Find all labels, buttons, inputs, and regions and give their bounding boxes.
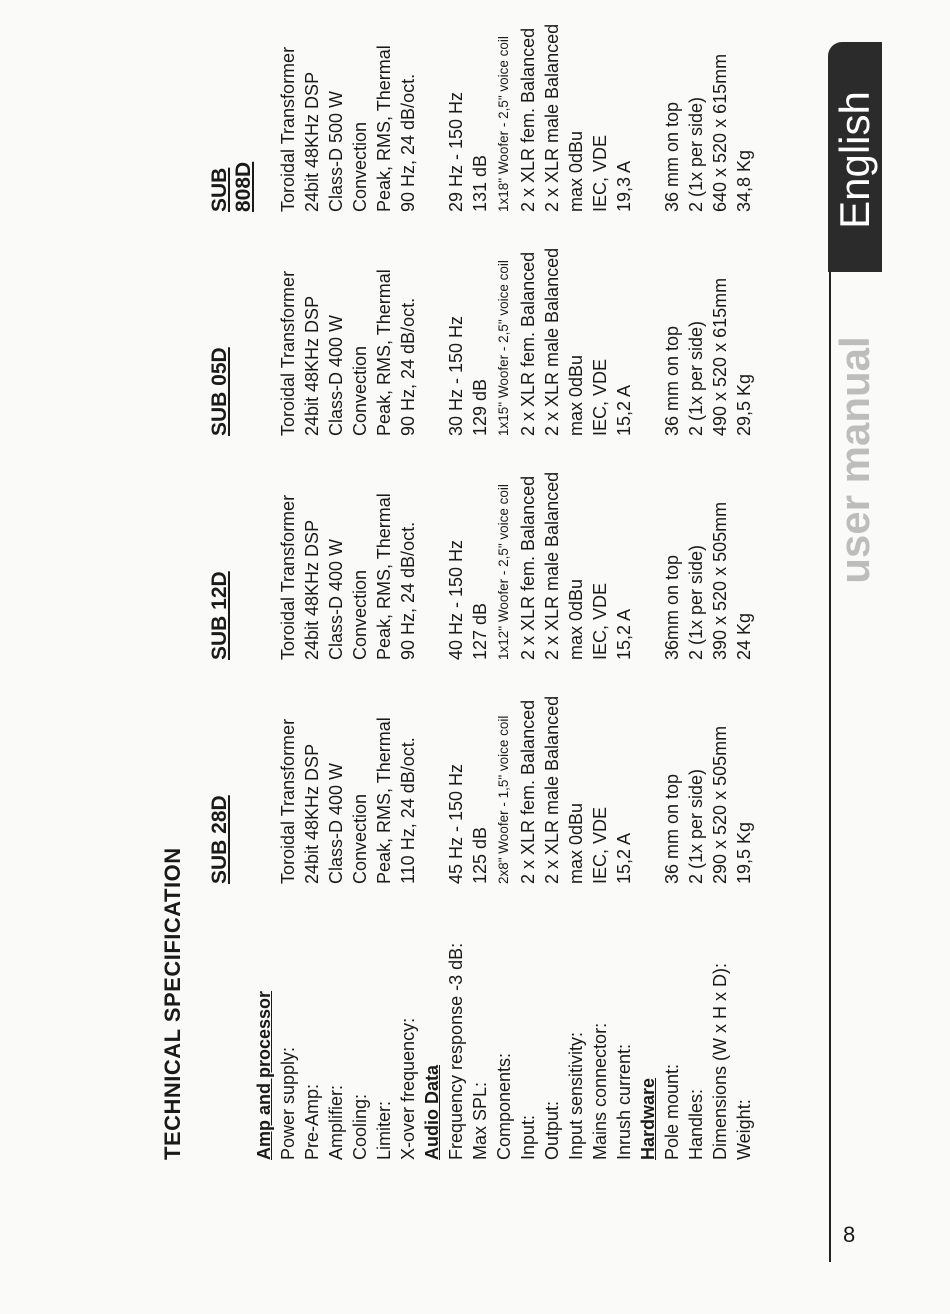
spec-value-input-1: 2 x XLR fem. Balanced: [518, 699, 538, 884]
spec-value-limiter-1: Peak, RMS, Thermal: [374, 717, 394, 884]
section-heading-audio: Audio Data: [422, 1064, 442, 1160]
spec-value-input-2: 2 x XLR fem. Balanced: [518, 475, 538, 660]
spec-value-handles-4: 2 (1x per side): [686, 96, 706, 212]
spec-value-limiter-4: Peak, RMS, Thermal: [374, 45, 394, 212]
spec-value-max-spl-1: 125 dB: [470, 826, 490, 884]
spec-label-limiter: Limiter:: [374, 1100, 394, 1160]
spec-value-power-supply-3: Toroidal Transformer: [278, 270, 298, 436]
spec-label-input: Input:: [518, 1114, 538, 1160]
spec-value-mains-1: IEC, VDE: [590, 806, 610, 884]
spec-value-pre-amp-4: 24bit 48KHz DSP: [302, 71, 322, 212]
section-heading-hardware: Hardware: [638, 1077, 658, 1160]
spec-label-xover: X-over frequency:: [398, 1017, 418, 1160]
spec-label-weight: Weight:: [734, 1099, 754, 1160]
spec-value-amplifier-4: Class-D 500 W: [326, 90, 346, 212]
spec-value-input-sens-4: max 0dBu: [566, 130, 586, 212]
spec-value-pole-mount-1: 36 mm on top: [662, 773, 682, 884]
spec-value-inrush-4: 19,3 A: [614, 160, 634, 212]
spec-value-input-3: 2 x XLR fem. Balanced: [518, 251, 538, 436]
spec-value-inrush-2: 15,2 A: [614, 608, 634, 660]
spec-value-cooling-4: Convection: [350, 121, 370, 212]
spec-value-input-sens-2: max 0dBu: [566, 578, 586, 660]
spec-value-output-4: 2 x XLR male Balanced: [542, 23, 562, 212]
spec-label-freq-resp: Frequency response -3 dB:: [446, 942, 466, 1160]
spec-value-power-supply-4: Toroidal Transformer: [278, 46, 298, 212]
spec-value-pre-amp-2: 24bit 48KHz DSP: [302, 519, 322, 660]
model-header-sub28d: SUB 28D: [208, 795, 231, 884]
spec-value-weight-1: 19,5 Kg: [734, 821, 754, 884]
spec-value-output-2: 2 x XLR male Balanced: [542, 471, 562, 660]
spec-value-dimensions-1: 290 x 520 x 505mm: [710, 725, 730, 884]
spec-value-dimensions-3: 490 x 520 x 615mm: [710, 277, 730, 436]
spec-value-weight-4: 34,8 Kg: [734, 149, 754, 212]
spec-value-mains-2: IEC, VDE: [590, 582, 610, 660]
spec-value-components-4: 1x18" Woofer - 2,5" voice coil: [496, 36, 511, 212]
spec-value-dimensions-2: 390 x 520 x 505mm: [710, 501, 730, 660]
spec-value-pole-mount-2: 36mm on top: [662, 554, 682, 660]
model-header-sub05d: SUB 05D: [208, 347, 231, 436]
spec-label-components: Components:: [494, 1052, 514, 1160]
spec-value-pre-amp-1: 24bit 48KHz DSP: [302, 743, 322, 884]
section-heading-amp: Amp and processor: [254, 990, 274, 1160]
spec-label-handles: Handles:: [686, 1088, 706, 1160]
spec-value-pole-mount-4: 36 mm on top: [662, 101, 682, 212]
spec-value-input-sens-1: max 0dBu: [566, 802, 586, 884]
page-edge-rule: [829, 272, 831, 1262]
spec-value-handles-3: 2 (1x per side): [686, 320, 706, 436]
spec-label-power-supply: Power supply:: [278, 1046, 298, 1160]
spec-label-amplifier: Amplifier:: [326, 1084, 346, 1160]
model-header-sub808d: SUB 808D: [208, 161, 255, 212]
spec-value-cooling-1: Convection: [350, 793, 370, 884]
spec-value-xover-3: 90 Hz, 24 dB/oct.: [398, 297, 418, 436]
spec-label-dimensions: Dimensions (W x H x D):: [710, 962, 730, 1160]
spec-value-handles-1: 2 (1x per side): [686, 768, 706, 884]
spec-table: [160, 23, 800, 1160]
spec-value-mains-4: IEC, VDE: [590, 134, 610, 212]
spec-label-mains: Mains connector:: [590, 1022, 610, 1160]
spec-value-power-supply-2: Toroidal Transformer: [278, 494, 298, 660]
spec-value-inrush-3: 15,2 A: [614, 384, 634, 436]
spec-label-pre-amp: Pre-Amp:: [302, 1083, 322, 1160]
spec-value-components-2: 1x12" Woofer - 2,5" voice coil: [496, 484, 511, 660]
spec-value-cooling-3: Convection: [350, 345, 370, 436]
spec-value-freq-resp-3: 30 Hz - 150 Hz: [446, 315, 466, 436]
spec-value-input-4: 2 x XLR fem. Balanced: [518, 27, 538, 212]
spec-value-handles-2: 2 (1x per side): [686, 544, 706, 660]
spec-value-components-3: 1x15" Woofer - 2,5" voice coil: [496, 260, 511, 436]
spec-value-output-3: 2 x XLR male Balanced: [542, 247, 562, 436]
spec-value-mains-3: IEC, VDE: [590, 358, 610, 436]
spec-value-xover-4: 90 Hz, 24 dB/oct.: [398, 73, 418, 212]
spec-value-power-supply-1: Toroidal Transformer: [278, 718, 298, 884]
page-title: TECHNICAL SPECIFICATION: [160, 847, 185, 1160]
spec-value-amplifier-1: Class-D 400 W: [326, 762, 346, 884]
spec-value-output-1: 2 x XLR male Balanced: [542, 695, 562, 884]
spec-value-xover-1: 110 Hz, 24 dB/oct.: [398, 737, 418, 884]
spec-value-weight-3: 29,5 Kg: [734, 373, 754, 436]
language-tab-label: English: [831, 91, 878, 229]
spec-value-limiter-2: Peak, RMS, Thermal: [374, 493, 394, 660]
page-number: 8: [843, 1222, 856, 1247]
spec-label-max-spl: Max SPL:: [470, 1081, 490, 1160]
spec-value-freq-resp-4: 29 Hz - 150 Hz: [446, 91, 466, 212]
spec-value-limiter-3: Peak, RMS, Thermal: [374, 269, 394, 436]
spec-value-pre-amp-3: 24bit 48KHz DSP: [302, 295, 322, 436]
spec-label-input-sens: Input sensitivity:: [566, 1031, 586, 1160]
spec-value-cooling-2: Convection: [350, 569, 370, 660]
spec-label-pole-mount: Pole mount:: [662, 1063, 682, 1160]
spec-value-xover-2: 90 Hz, 24 dB/oct.: [398, 521, 418, 660]
spec-value-components-1: 2x8" Woofer - 1,5" voice coil: [496, 715, 511, 884]
spec-value-max-spl-3: 129 dB: [470, 378, 490, 436]
spec-value-pole-mount-3: 36 mm on top: [662, 325, 682, 436]
spec-value-inrush-1: 15,2 A: [614, 832, 634, 884]
spec-value-max-spl-4: 131 dB: [470, 154, 490, 212]
spec-value-amplifier-2: Class-D 400 W: [326, 538, 346, 660]
spec-value-dimensions-4: 640 x 520 x 615mm: [710, 53, 730, 212]
spec-value-weight-2: 24 Kg: [734, 612, 754, 660]
spec-label-cooling: Cooling:: [350, 1093, 370, 1160]
spec-label-inrush: Inrush current:: [614, 1043, 634, 1160]
spec-value-max-spl-2: 127 dB: [470, 602, 490, 660]
spec-value-input-sens-3: max 0dBu: [566, 354, 586, 436]
spec-value-amplifier-3: Class-D 400 W: [326, 314, 346, 436]
spec-value-freq-resp-1: 45 Hz - 150 Hz: [446, 763, 466, 884]
spec-label-output: Output:: [542, 1100, 562, 1160]
spec-value-freq-resp-2: 40 Hz - 150 Hz: [446, 539, 466, 660]
model-header-sub12d: SUB 12D: [208, 571, 231, 660]
manual-subtitle: user manual: [831, 336, 878, 584]
